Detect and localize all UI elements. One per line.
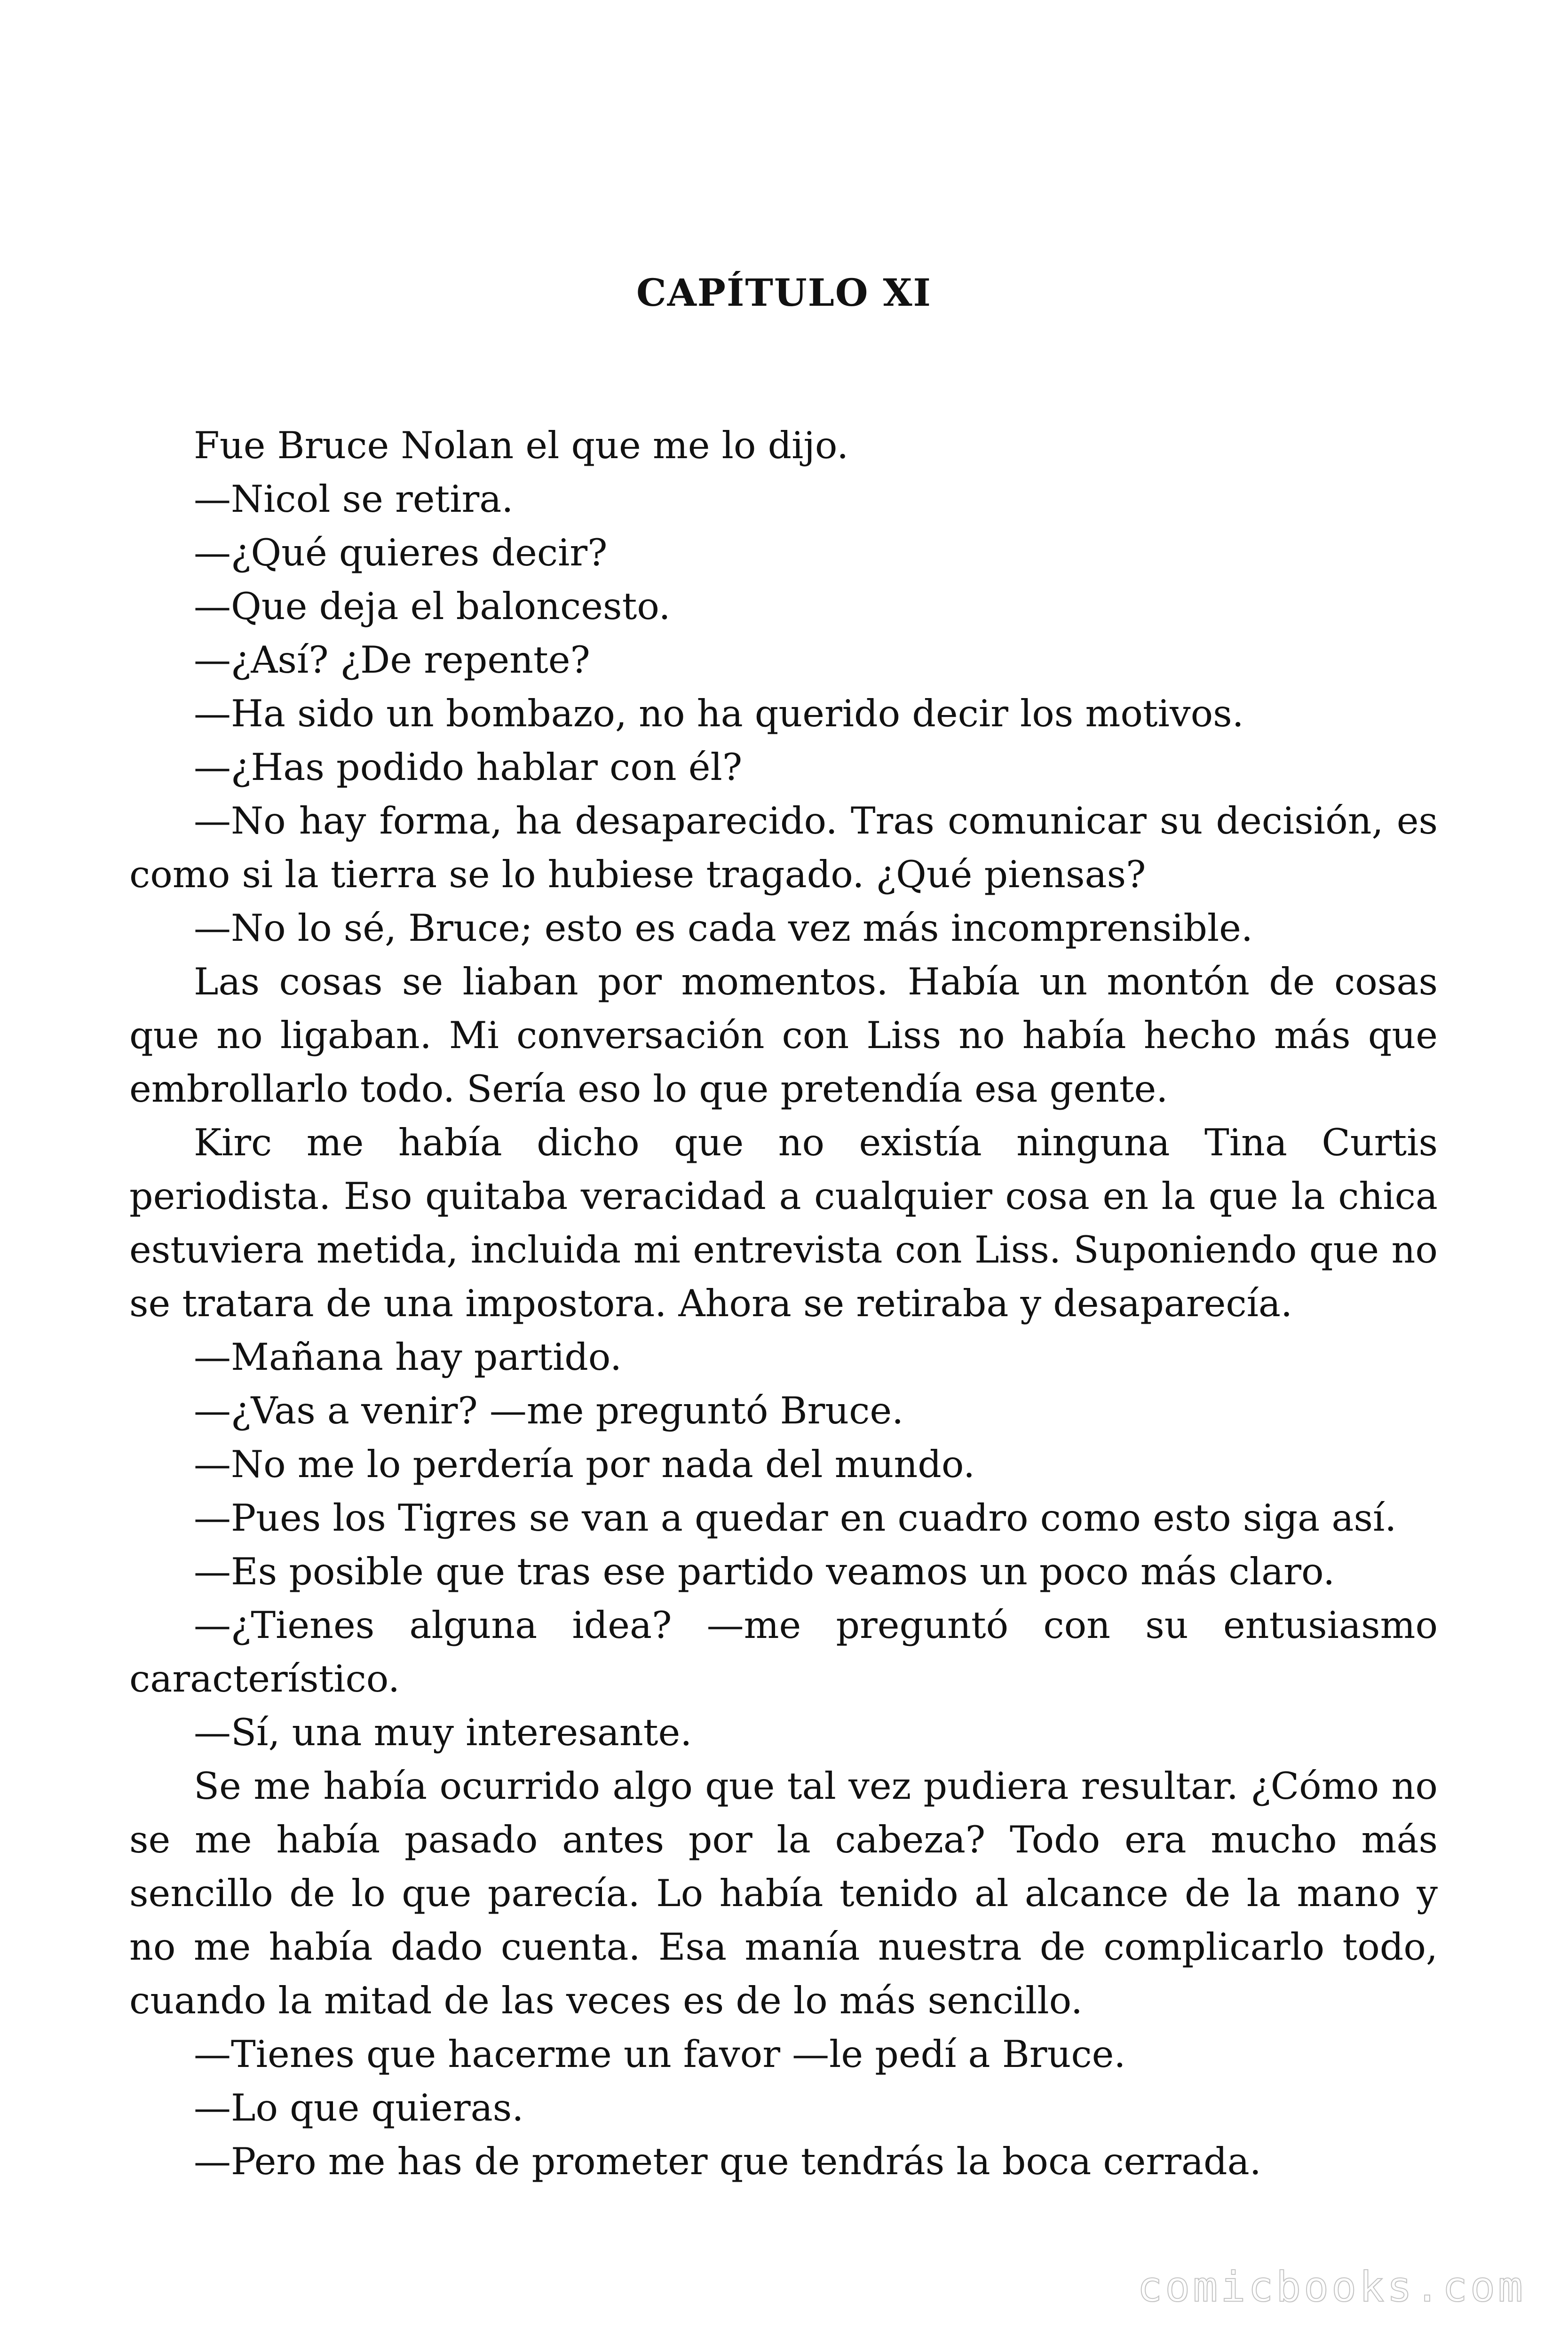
paragraph: Las cosas se liaban por momentos. Había un montón de cosas que no ligaban. Mi conversación con Liss no había hecho más que embrollarlo todo. Sería eso lo que pretendía esa gente. xyxy=(129,960,1438,1111)
paragraph: —Ha sido un bombazo, no ha querido decir los motivos. xyxy=(194,692,1244,735)
watermark: comicbooks.com xyxy=(1137,2263,1526,2311)
paragraph: —Es posible que tras ese partido veamos un poco más claro. xyxy=(194,1550,1335,1593)
chapter-body xyxy=(129,419,1438,2188)
paragraph: —Pero me has de prometer que tendrás la boca cerrada. xyxy=(194,2140,1261,2183)
paragraph: —¿Tienes alguna idea? —me preguntó con su entusiasmo característico. xyxy=(129,1604,1438,1700)
paragraph: —Sí, una muy interesante. xyxy=(194,1711,692,1754)
paragraph: —¿Vas a venir? —me preguntó Bruce. xyxy=(194,1389,904,1432)
paragraph: Kirc me había dicho que no existía ninguna Tina Curtis periodista. Eso quitaba veracidad a cualquier cosa en la que la chica estuviera metida, incluida mi entrevista con Liss. Suponiendo que no se tratara de una impostora. Ahora se retiraba y desaparecía. xyxy=(129,1121,1438,1325)
paragraph: —No me lo perdería por nada del mundo. xyxy=(194,1443,975,1486)
paragraph: —Nicol se retira. xyxy=(194,477,514,521)
paragraph: —Tienes que hacerme un favor —le pedí a Bruce. xyxy=(194,2033,1126,2076)
paragraph: —¿Qué quieres decir? xyxy=(194,531,608,574)
paragraph: —Que deja el baloncesto. xyxy=(194,585,671,628)
chapter-title: CAPÍTULO XI xyxy=(636,270,932,315)
paragraph: —Lo que quieras. xyxy=(194,2086,524,2130)
paragraph: —No hay forma, ha desaparecido. Tras comunicar su decisión, es como si la tierra se lo hubiese tragado. ¿Qué piensas? xyxy=(129,799,1438,896)
paragraph: —Pues los Tigres se van a quedar en cuadro como esto siga así. xyxy=(194,1496,1397,1540)
paragraph: —No lo sé, Bruce; esto es cada vez más incomprensible. xyxy=(194,906,1253,950)
paragraph: —Mañana hay partido. xyxy=(194,1335,622,1379)
paragraph: Se me había ocurrido algo que tal vez pudiera resultar. ¿Cómo no se me había pasado antes por la cabeza? Todo era mucho más sencillo de lo que parecía. Lo había tenido al alcance de la mano y no me había dado cuenta. Esa manía nuestra de complicarlo todo, cuando la mitad de las veces es de lo más sencillo. xyxy=(129,1764,1438,2022)
paragraph: Fue Bruce Nolan el que me lo dijo. xyxy=(194,424,849,467)
paragraph: —¿Has podido hablar con él? xyxy=(194,746,743,789)
paragraph: —¿Así? ¿De repente? xyxy=(194,638,590,682)
